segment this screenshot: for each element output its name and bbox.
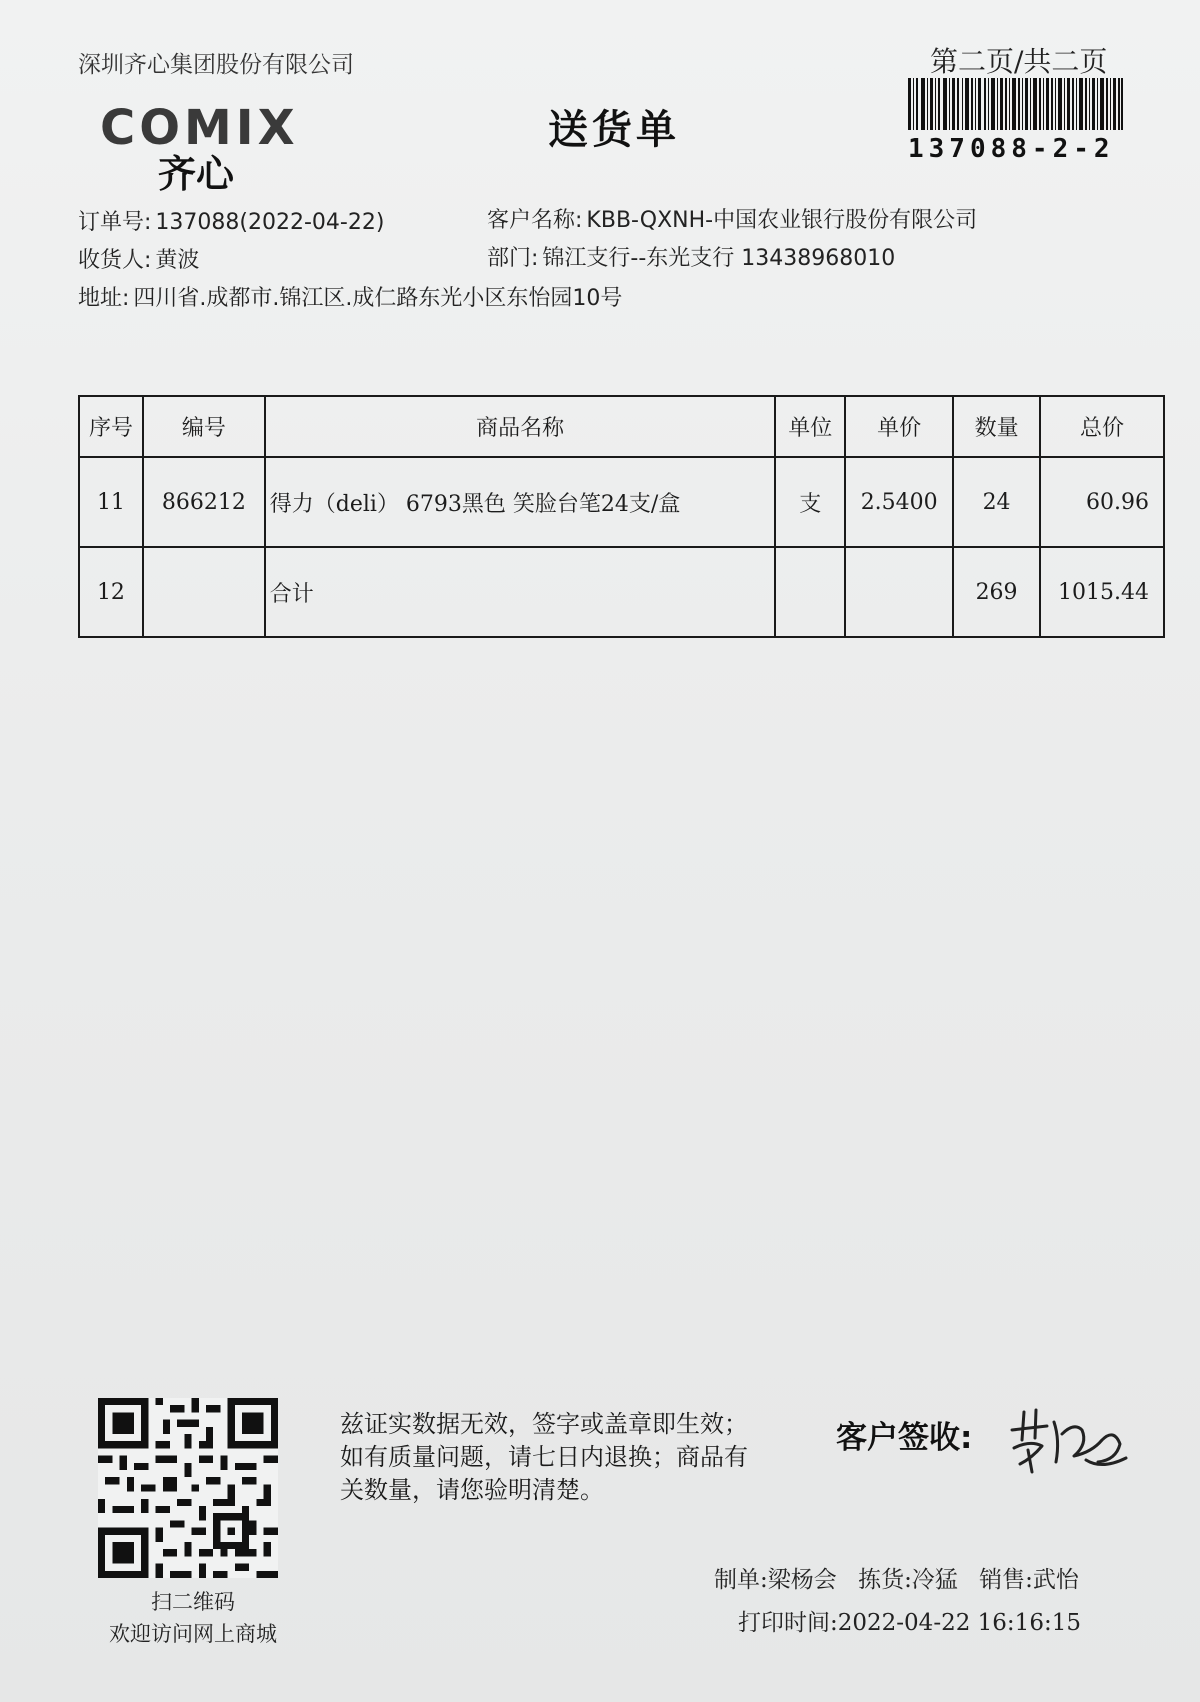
cell-unit [775, 547, 845, 637]
staff-line [714, 1561, 1093, 1594]
cell-seq: 12 [79, 547, 143, 637]
page-indicator: 第二页/共二页 [930, 45, 1108, 78]
sales-text: 销售:武怡 [979, 1567, 1079, 1593]
cell-seq: 11 [79, 457, 143, 547]
department-value: 锦江支行--东光支行 13438968010 [542, 246, 896, 271]
cell-price: 2.5400 [845, 457, 953, 547]
qr-caption-line-2: 欢迎访问网上商城 [109, 1622, 277, 1646]
notice-text: 兹证实数据无效，签字或盖章即生效；如有质量问题，请七日内退换；商品有关数量，请您验明清楚。 [340, 1410, 748, 1504]
customer-sign-label: 客户签收: [836, 1420, 973, 1456]
address-value: 四川省.成都市.锦江区.成仁路东光小区东怡园10号 [133, 286, 623, 311]
maker-text: 制单:梁杨会 [714, 1567, 837, 1593]
column-header-seq: 序号 [79, 396, 143, 457]
column-header-total: 总价 [1040, 396, 1164, 457]
cell-total: 60.96 [1040, 457, 1164, 547]
receiver-field [78, 243, 199, 274]
cell-total: 1015.44 [1040, 547, 1164, 637]
qr-caption-line-1: 扫二维码 [151, 1590, 235, 1614]
address-field [78, 281, 622, 312]
customer-label: 客户名称: [487, 208, 583, 233]
column-header-qty: 数量 [953, 396, 1040, 457]
department-label: 部门: [487, 246, 539, 271]
customer-field [487, 203, 977, 234]
table-row [79, 457, 1164, 547]
barcode-number: 137088-2-2 [908, 134, 1115, 164]
cell-qty: 24 [953, 457, 1040, 547]
column-header-code: 编号 [143, 396, 265, 457]
column-header-name: 商品名称 [265, 396, 776, 457]
logo-text: COMIX [100, 100, 299, 156]
cell-unit: 支 [775, 457, 845, 547]
qr-caption [88, 1586, 298, 1650]
print-time: 打印时间:2022-04-22 16:16:15 [738, 1610, 1081, 1636]
handwritten-signature [1002, 1400, 1132, 1480]
order-number-value: 137088(2022-04-22) [155, 210, 385, 235]
order-number-label: 订单号: [78, 210, 152, 235]
qr-code-icon [98, 1398, 278, 1578]
cell-code: 866212 [143, 457, 265, 547]
cell-name: 合计 [265, 547, 776, 637]
cell-qty: 269 [953, 547, 1040, 637]
receiver-label: 收货人: [78, 248, 152, 273]
column-header-unit: 单位 [775, 396, 845, 457]
company-name: 深圳齐心集团股份有限公司 [78, 52, 354, 78]
logo-chinese: 齐心 [158, 152, 235, 196]
barcode-icon [908, 78, 1123, 130]
document-title: 送货单 [548, 107, 680, 153]
customer-value: KBB-QXNH-中国农业银行股份有限公司 [586, 208, 978, 233]
comix-logo [100, 100, 340, 199]
receiver-value: 黄波 [155, 248, 200, 273]
cell-name: 得力（deli） 6793黑色 笑脸台笔24支/盒 [265, 457, 776, 547]
cell-price [845, 547, 953, 637]
picker-text: 拣货:冷猛 [858, 1567, 958, 1593]
column-header-price: 单价 [845, 396, 953, 457]
table-header-row [79, 396, 1164, 457]
table-row-total [79, 547, 1164, 637]
order-number-field [78, 205, 384, 236]
cell-code [143, 547, 265, 637]
address-label: 地址: [78, 286, 130, 311]
items-table [78, 395, 1165, 638]
department-field [487, 241, 895, 272]
